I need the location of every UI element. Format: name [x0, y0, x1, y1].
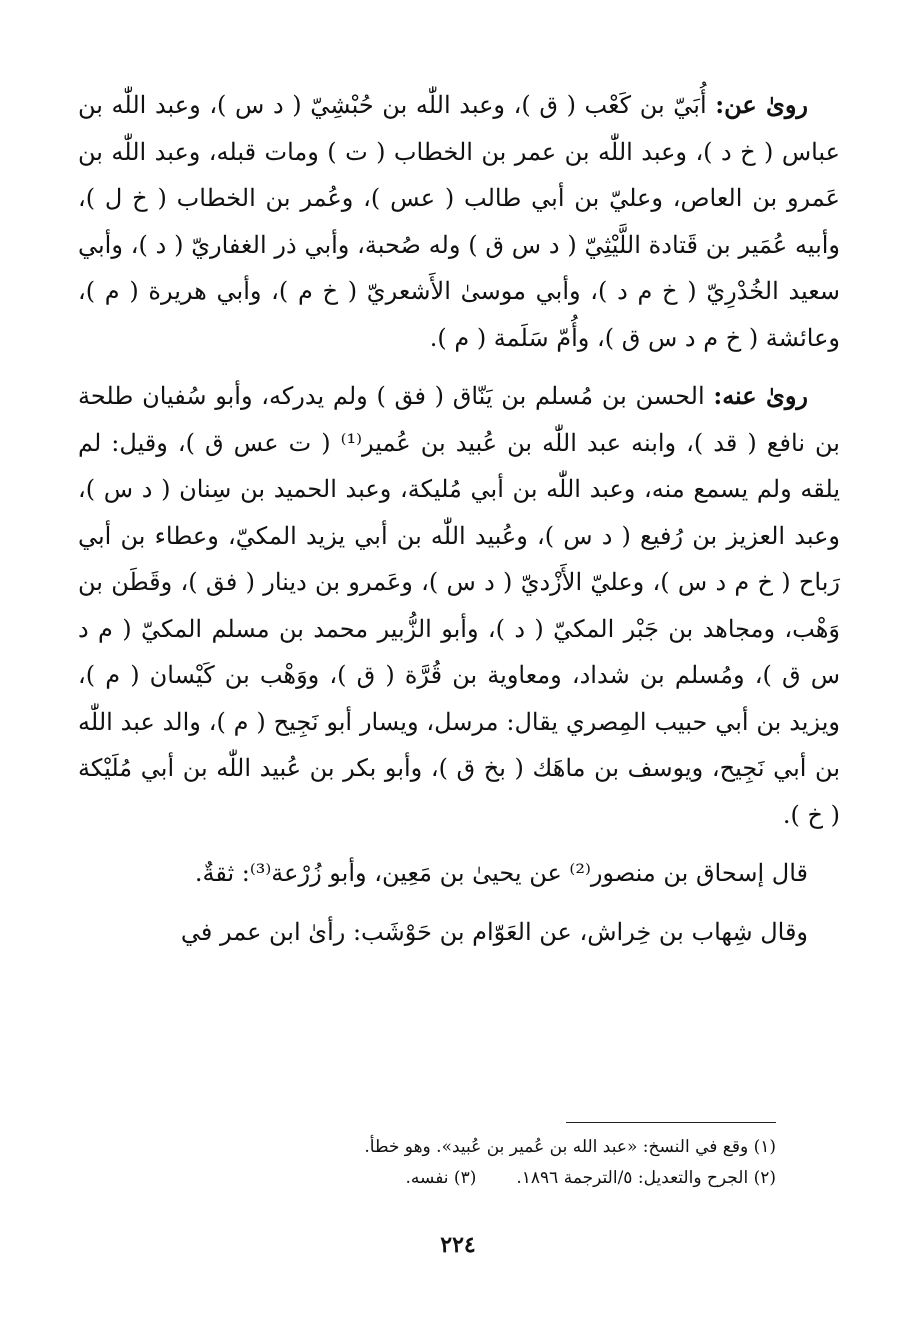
narrated-from-paragraph	[78, 82, 840, 361]
final-paragraph: وقال شِهاب بن خِراش، عن العَوّام بن حَوْشَب: رأىٰ ابن عمر في	[180, 917, 808, 946]
grading-paragraph: قال إسحاق بن منصور⁽²⁾ عن يحيىٰ بن مَعِين، وأبو زُرْعة⁽³⁾: ثقةٌ.	[194, 859, 808, 887]
footnote-1: (١) وقع في النسخ: «عبد الله بن عُمير بن عُبيد». وهو خطأ.	[364, 1137, 776, 1157]
narrated-by-paragraph	[78, 373, 840, 838]
footnote-line-2	[220, 1163, 776, 1194]
footnotes	[220, 1132, 776, 1194]
page-number: ٢٢٤	[440, 1232, 476, 1258]
narrated-from-heading: روىٰ عن:	[715, 90, 808, 119]
main-text	[78, 82, 840, 955]
narrated-by-text: الحسن بن مُسلم بن يَنّاق ( فق ) ولم يدركه، وأبو سُفيان طلحة بن نافع ( قد )، وابنه عبد اللّٰه بن عُبيد بن عُمير⁽¹⁾ ( ت عس ق )، وقيل: لم يلقه ولم يسمع منه، وعبد اللّٰه بن أبي مُليكة، وعبد الحميد بن سِنان ( د س )، وعبد العزيز بن رُفيع ( د س )، وعُبيد اللّٰه بن أبي يزيد المكيّ، وعطاء بن أبي رَباح ( خ م د س )، وعليّ الأَزْديّ ( د س )، وعَمرو بن دينار ( فق )، وقَطَن بن وَهْب، ومجاهد بن جَبْر المكيّ ( د )، وأبو الزُّبير محمد بن مسلم المكيّ ( م د س ق )، ومُسلم بن شداد، ومعاوية بن قُرَّة ( ق )، ووَهْب بن كَيْسان ( م )، ويزيد بن أبي حبيب المِصري يقال: مرسل، ويسار أبو نَجِيح ( م )، والد عبد اللّٰه بن أبي نَجِيح، ويوسف بن ماهَك ( بخ ق )، وأبو بكر بن عُبيد اللّٰه بن أبي مُلَيْكة ( خ ).	[78, 382, 841, 829]
footnote-separator	[566, 1122, 776, 1123]
footnote-3: (٣) نفسه.	[405, 1168, 477, 1188]
narrated-from-text: أُبَيّ بن كَعْب ( ق )، وعبد اللّٰه بن حُبْشِيّ ( د س )، وعبد اللّٰه بن عباس ( خ د )، وعبد اللّٰه بن عمر بن الخطاب ( ت ) ومات قبله، وعبد اللّٰه بن عَمرو بن العاص، وعليّ بن أبي طالب ( عس )، وعُمر بن الخطاب ( خ ل )، وأبيه عُمَير بن قَتادة اللَّيْثِيّ ( د س ق ) وله صُحبة، وأبي ذر الغفاريّ ( د )، وأبي سعيد الخُدْرِيّ ( خ م د )، وأبي موسىٰ الأَشعريّ ( خ م )، وأبي هريرة ( م )، وعائشة ( خ م د س ق )، وأُمّ سَلَمة ( م ).	[78, 91, 840, 352]
narrated-by-heading: روىٰ عنه:	[713, 381, 809, 410]
footnote-2: (٢) الجرح والتعديل: ٥/الترجمة ١٨٩٦.	[516, 1168, 776, 1188]
